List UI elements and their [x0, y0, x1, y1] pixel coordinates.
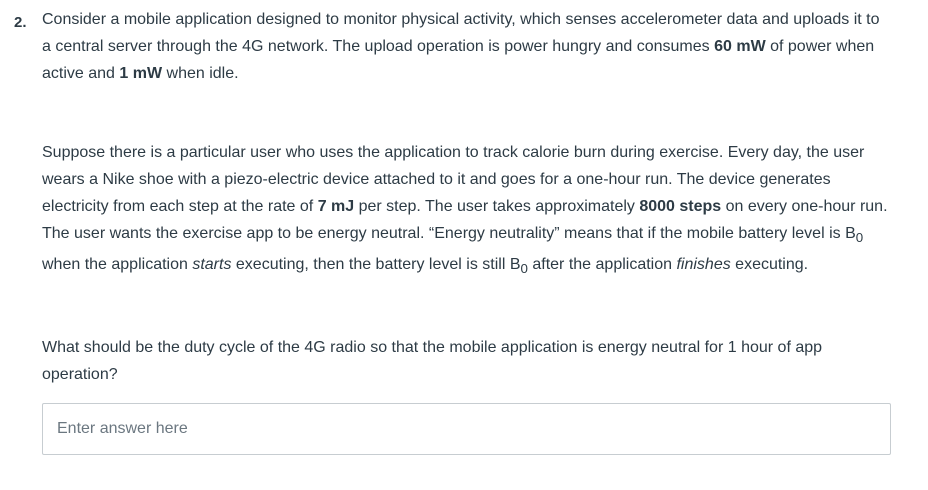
text: of power when active and: [42, 38, 875, 82]
subscript: 0: [855, 230, 864, 246]
question-paragraph-2: [42, 139, 892, 282]
question-number: 2.: [14, 14, 27, 31]
answer-box: [42, 403, 891, 455]
text: Consider a mobile application designed to monitor physical activity, which senses accelerometer data and uploads it to a central server through the 4G network. The upload operation is power hungry and consumes: [42, 11, 880, 55]
text: when the application: [42, 256, 193, 274]
emphasis-starts: starts: [192, 256, 232, 274]
question-body: [42, 6, 892, 455]
text: when idle.: [162, 65, 239, 82]
text: per step. The user takes approximately: [354, 198, 640, 215]
text: executing.: [730, 256, 809, 274]
idle-power-value: 1 mW: [119, 65, 163, 82]
text: after the application: [527, 256, 677, 274]
question-prompt: What should be the duty cycle of the 4G radio so that the mobile application is energy neutral for 1 hour of app operation?: [42, 339, 823, 384]
energy-per-step-value: 7 mJ: [317, 198, 355, 215]
question-paragraph-1: [42, 6, 892, 87]
answer-input[interactable]: [43, 404, 890, 454]
subscript: 0: [520, 261, 528, 277]
steps-value: 8000 steps: [639, 198, 722, 215]
active-power-value: 60 mW: [714, 38, 766, 55]
text: Suppose there is a particular user who uses the application to track calorie burn during exercise. Every day, the user wears a Nike shoe with a piezo-electric device attached to it and goes for a one-hour run. The device generates electricity from each step at the rate of: [42, 144, 865, 215]
emphasis-finishes: finishes: [676, 256, 731, 274]
text: on every one-hour run. The user wants the exercise app to be energy neutral. “Energy neutrality” means that if the mobile battery level is B: [42, 198, 888, 242]
text: executing, then the battery level is still B: [231, 256, 521, 274]
